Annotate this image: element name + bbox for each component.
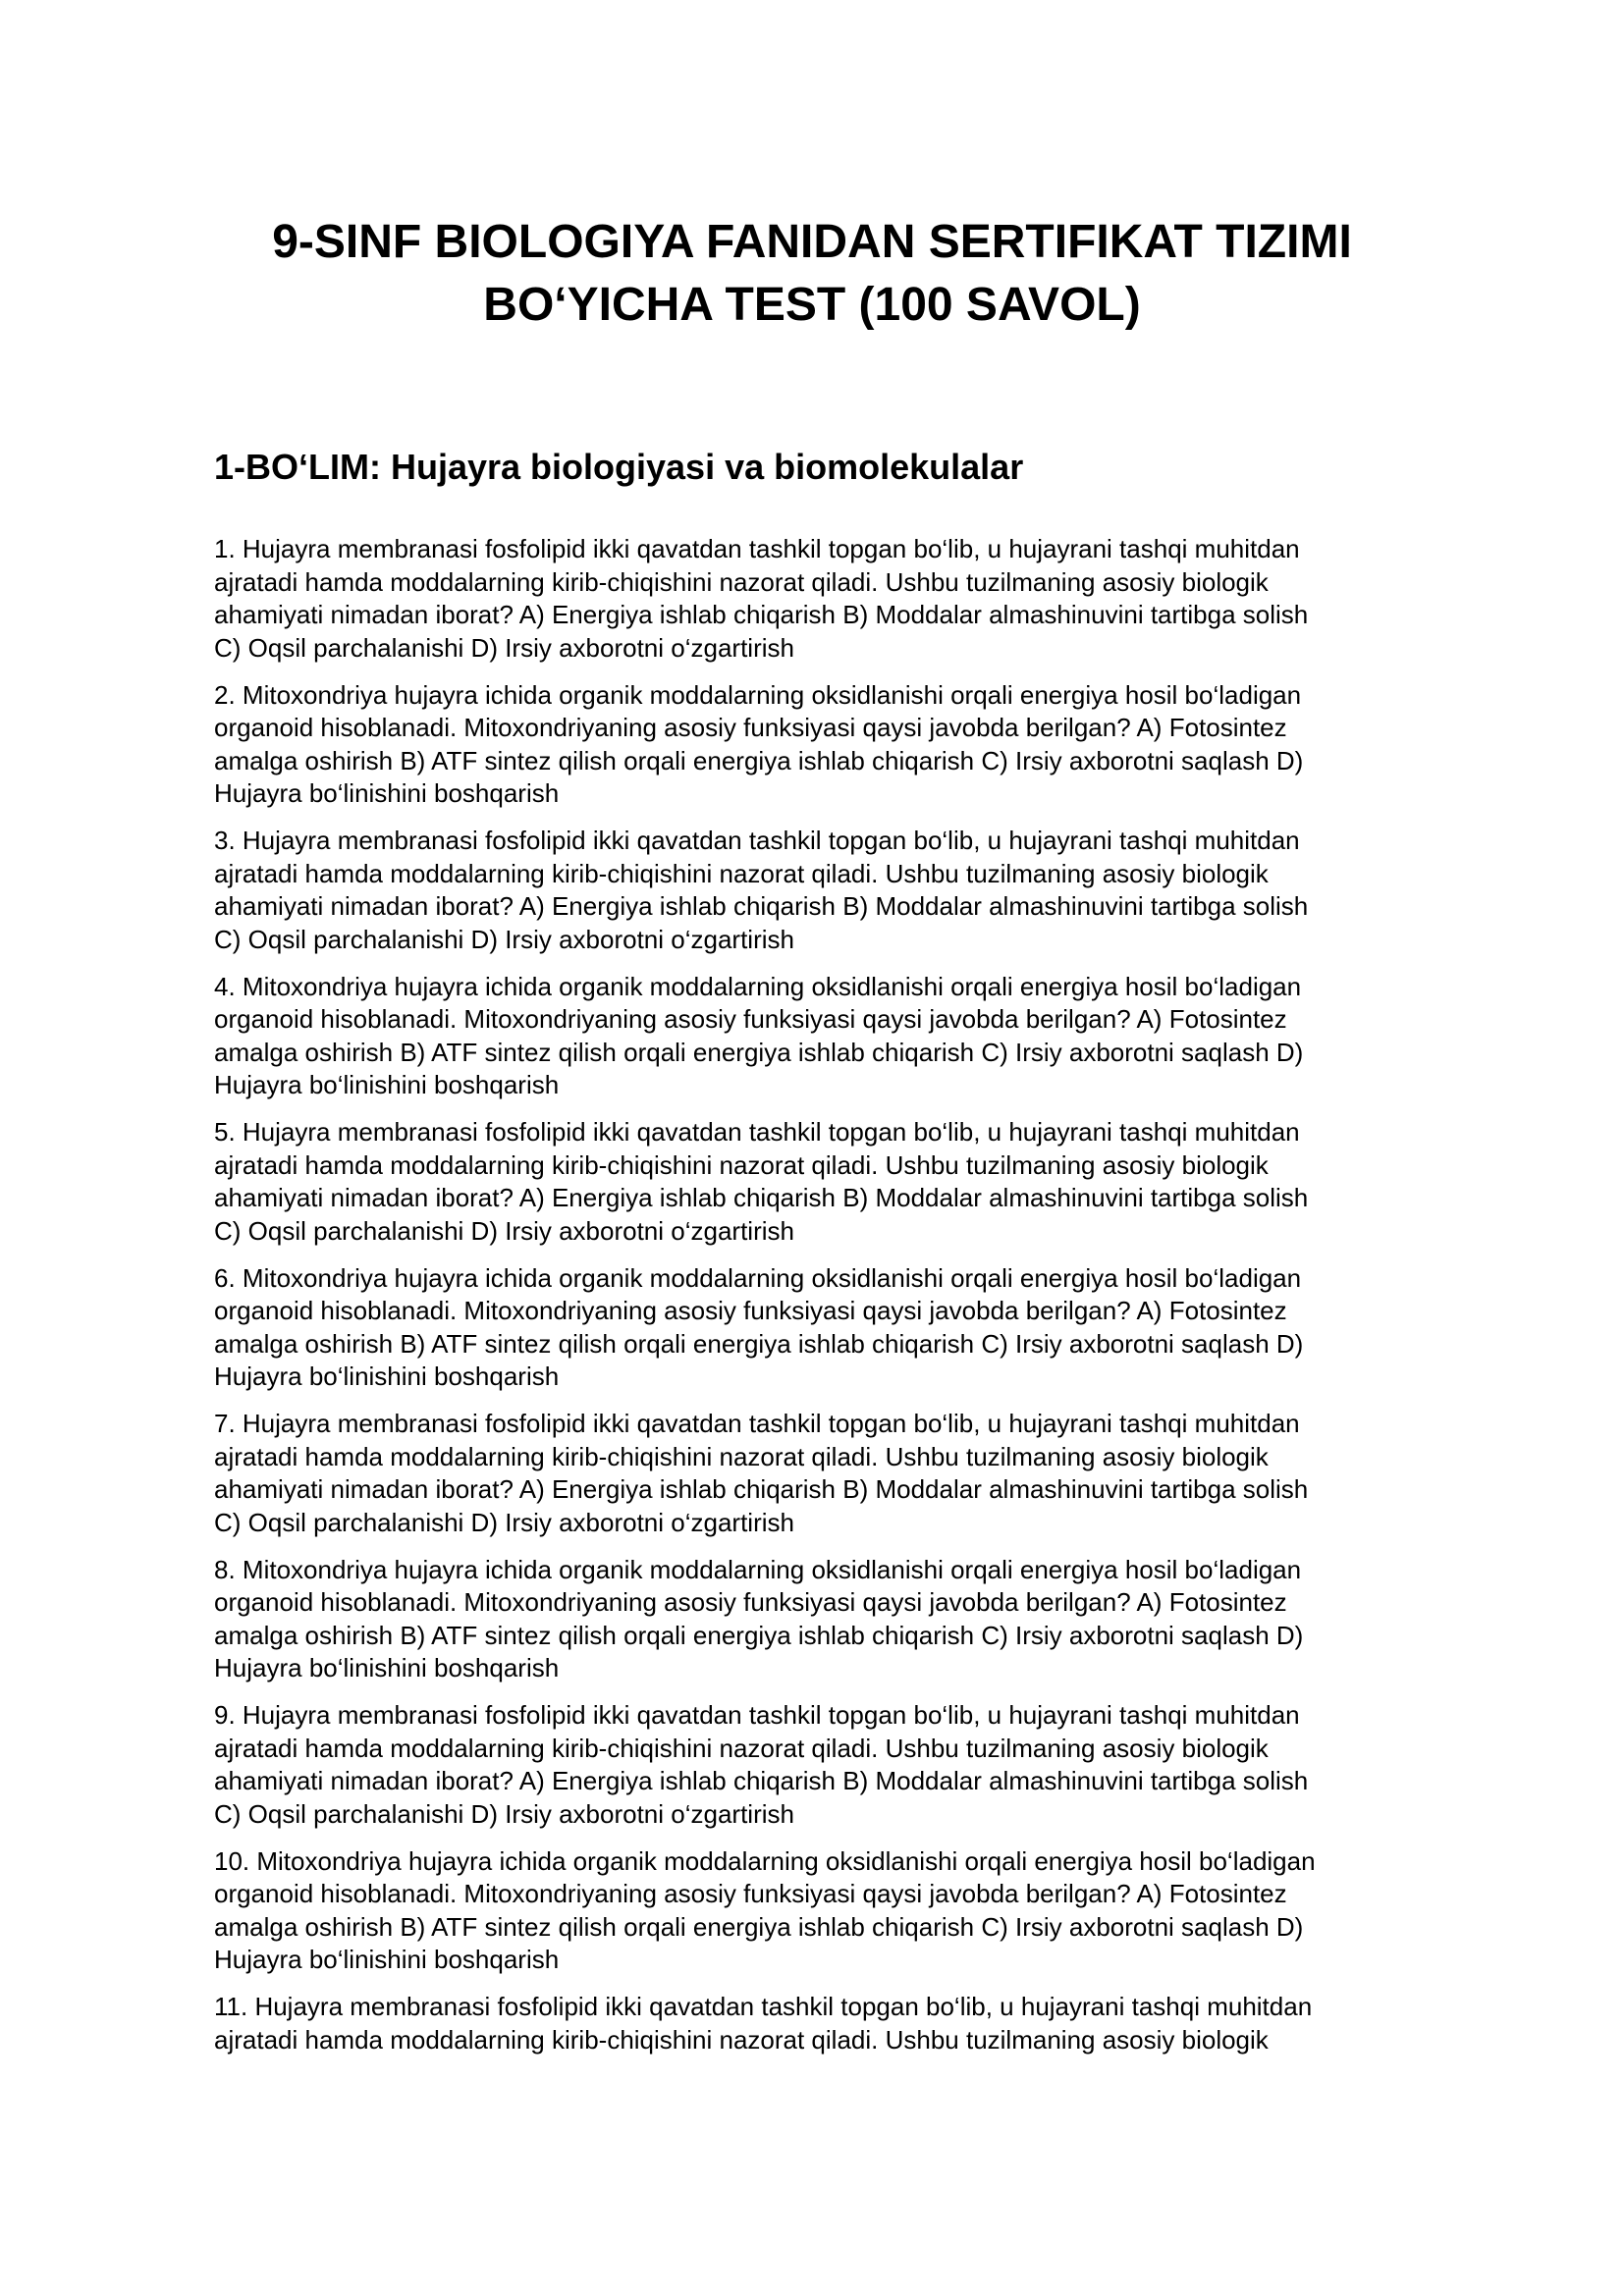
question-text-line: C) Oqsil parchalanishi D) Irsiy axborotni o‘zgartirish	[214, 1215, 794, 1246]
question-text-line: amalga oshirish B) ATF sintez qilish orqali energiya ishlab chiqarish C) Irsiy axborotni saqlash D)	[214, 1620, 1304, 1650]
question-text-line: C) Oqsil parchalanishi D) Irsiy axborotni o‘zgartirish	[214, 1507, 794, 1537]
question-text-line: ajratadi hamda moddalarning kirib-chiqishini nazorat qiladi. Ushbu tuzilmaning asosiy biologik	[214, 1441, 1269, 1471]
question-item	[214, 971, 1422, 1102]
question-text-line: amalga oshirish B) ATF sintez qilish orqali energiya ishlab chiqarish C) Irsiy axborotni saqlash D)	[214, 1911, 1304, 1942]
question-text-line: amalga oshirish B) ATF sintez qilish orqali energiya ishlab chiqarish C) Irsiy axborotni saqlash D)	[214, 745, 1304, 775]
question-text-line: organoid hisoblanadi. Mitoxondriyaning asosiy funksiyasi qaysi javobda berilgan? A) Fotosintez	[214, 1879, 1287, 1908]
document-title-line-2: BO‘YICHA TEST (100 SAVOL)	[483, 279, 1141, 331]
question-text-line: organoid hisoblanadi. Mitoxondriyaning asosiy funksiyasi qaysi javobda berilgan? A) Fotosintez	[214, 1296, 1287, 1325]
question-text-line: Hujayra bo‘linishini boshqarish	[214, 1362, 560, 1391]
question-text-line: ahamiyati nimadan iborat? A) Energiya ishlab chiqarish B) Moddalar almashinuvini tartibga solish	[214, 1474, 1309, 1504]
question-text-line: organoid hisoblanadi. Mitoxondriyaning asosiy funksiyasi qaysi javobda berilgan? A) Fotosintez	[214, 713, 1287, 742]
question-item	[214, 1262, 1422, 1394]
question-text-line: ajratadi hamda moddalarning kirib-chiqishini nazorat qiladi. Ushbu tuzilmaning asosiy biologik	[214, 1149, 1269, 1180]
question-text-line: C) Oqsil parchalanishi D) Irsiy axborotni o‘zgartirish	[214, 1798, 794, 1829]
question-text-line: Hujayra bo‘linishini boshqarish	[214, 1945, 560, 1974]
question-text-line: 9. Hujayra membranasi fosfolipid ikki qavatdan tashkil topgan bo‘lib, u hujayrani tashqi muhitdan	[214, 1700, 1300, 1730]
document-title	[196, 211, 1428, 337]
question-text-line: 2. Mitoxondriya hujayra ichida organik moddalarning oksidlanishi orqali energiya hosil bo‘ladigan	[214, 679, 1302, 710]
question-text-line: organoid hisoblanadi. Mitoxondriyaning asosiy funksiyasi qaysi javobda berilgan? A) Fotosintez	[214, 1587, 1287, 1617]
question-text-line: Hujayra bo‘linishini boshqarish	[214, 778, 560, 808]
section-heading: 1-BO‘LIM: Hujayra biologiyasi va biomolekulalar	[214, 447, 1024, 487]
question-item	[214, 533, 1422, 665]
question-text-line: ahamiyati nimadan iborat? A) Energiya ishlab chiqarish B) Moddalar almashinuvini tartibga solish	[214, 1183, 1309, 1212]
question-text-line: 8. Mitoxondriya hujayra ichida organik moddalarning oksidlanishi orqali energiya hosil bo‘ladigan	[214, 1554, 1302, 1584]
question-text-line: amalga oshirish B) ATF sintez qilish orqali energiya ishlab chiqarish C) Irsiy axborotni saqlash D)	[214, 1328, 1304, 1359]
question-text-line: ahamiyati nimadan iborat? A) Energiya ishlab chiqarish B) Moddalar almashinuvini tartibga solish	[214, 891, 1309, 921]
question-text-line: ajratadi hamda moddalarning kirib-chiqishini nazorat qiladi. Ushbu tuzilmaning asosiy biologik	[214, 1733, 1269, 1763]
question-item	[214, 1554, 1422, 1685]
question-list	[214, 533, 1422, 2071]
question-text-line: C) Oqsil parchalanishi D) Irsiy axborotni o‘zgartirish	[214, 924, 794, 954]
question-item	[214, 679, 1422, 811]
question-text-line: 11. Hujayra membranasi fosfolipid ikki qavatdan tashkil topgan bo‘lib, u hujayrani tashqi muhitdan	[214, 1992, 1313, 2021]
document-title-line-1: 9-SINF BIOLOGIYA FANIDAN SERTIFIKAT TIZIMI	[272, 216, 1352, 268]
question-text-line: 3. Hujayra membranasi fosfolipid ikki qavatdan tashkil topgan bo‘lib, u hujayrani tashqi muhitdan	[214, 826, 1300, 855]
question-item	[214, 1991, 1422, 2056]
question-text-line: ajratadi hamda moddalarning kirib-chiqishini nazorat qiladi. Ushbu tuzilmaning asosiy biologik	[214, 566, 1269, 597]
question-text-line: 5. Hujayra membranasi fosfolipid ikki qavatdan tashkil topgan bo‘lib, u hujayrani tashqi muhitdan	[214, 1117, 1300, 1147]
question-item	[214, 1408, 1422, 1539]
question-text-line: 10. Mitoxondriya hujayra ichida organik moddalarning oksidlanishi orqali energiya hosil bo‘ladigan	[214, 1845, 1316, 1876]
question-text-line: amalga oshirish B) ATF sintez qilish orqali energiya ishlab chiqarish C) Irsiy axborotni saqlash D)	[214, 1037, 1304, 1067]
question-text-line: ajratadi hamda moddalarning kirib-chiqishini nazorat qiladi. Ushbu tuzilmaning asosiy biologik	[214, 858, 1269, 888]
question-item	[214, 1845, 1422, 1977]
question-item	[214, 825, 1422, 956]
question-text-line: 7. Hujayra membranasi fosfolipid ikki qavatdan tashkil topgan bo‘lib, u hujayrani tashqi muhitdan	[214, 1409, 1300, 1438]
question-text-line: C) Oqsil parchalanishi D) Irsiy axborotni o‘zgartirish	[214, 632, 794, 663]
question-text-line: 1. Hujayra membranasi fosfolipid ikki qavatdan tashkil topgan bo‘lib, u hujayrani tashqi muhitdan	[214, 534, 1300, 563]
question-text-line: ajratadi hamda moddalarning kirib-chiqishini nazorat qiladi. Ushbu tuzilmaning asosiy biologik	[214, 2024, 1269, 2055]
question-text-line: organoid hisoblanadi. Mitoxondriyaning asosiy funksiyasi qaysi javobda berilgan? A) Fotosintez	[214, 1004, 1287, 1034]
question-text-line: 6. Mitoxondriya hujayra ichida organik moddalarning oksidlanishi orqali energiya hosil bo‘ladigan	[214, 1262, 1302, 1293]
question-item	[214, 1699, 1422, 1831]
question-text-line: ahamiyati nimadan iborat? A) Energiya ishlab chiqarish B) Moddalar almashinuvini tartibga solish	[214, 600, 1309, 629]
question-item	[214, 1116, 1422, 1248]
question-text-line: Hujayra bo‘linishini boshqarish	[214, 1070, 560, 1099]
question-text-line: Hujayra bo‘linishini boshqarish	[214, 1653, 560, 1682]
question-text-line: 4. Mitoxondriya hujayra ichida organik moddalarning oksidlanishi orqali energiya hosil bo‘ladigan	[214, 971, 1302, 1001]
question-text-line: ahamiyati nimadan iborat? A) Energiya ishlab chiqarish B) Moddalar almashinuvini tartibga solish	[214, 1766, 1309, 1795]
